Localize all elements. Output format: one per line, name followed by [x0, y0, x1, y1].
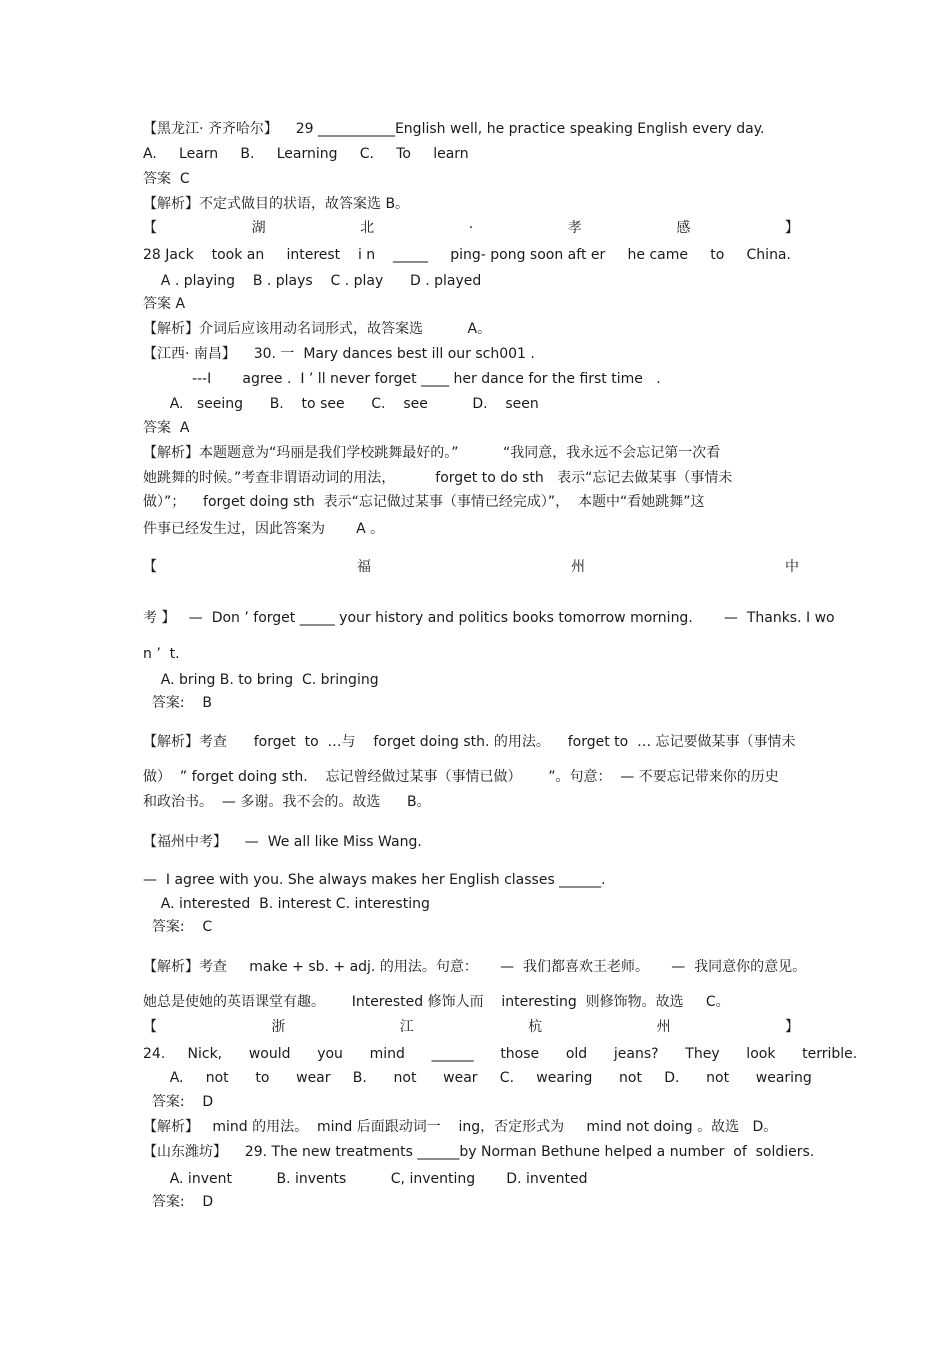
- analysis: 【解析】考查 make + sb. + adj. 的用法。句意： — 我们都喜欢王老师。 — 我同意你的意见。: [143, 959, 807, 975]
- analysis-continued: 件事已经发生过，因此答案为 A 。: [143, 521, 385, 537]
- analysis-continued: 和政治书。 — 多谢。我不会的。故选 B。: [143, 794, 431, 810]
- question-fuzhou: 考 】 — Don ’ forget _____ your history and politics books tomorrow morning. — Thanks. I wo: [143, 610, 835, 626]
- options: A. invent B. invents C, inventing D. invented: [143, 1171, 588, 1187]
- answer: 答案 A: [143, 420, 190, 436]
- analysis: 【解析】本题题意为“玛丽是我们学校跳舞最好的。” “我同意，我永远不会忘记第一次看: [143, 445, 721, 461]
- analysis-continued: 做）”； forget doing sth 表示“忘记做过某事（事情已经完成）”， 本题中“看她跳舞”这: [143, 494, 705, 510]
- answer: 答案: D: [143, 1194, 214, 1210]
- analysis-continued: 她总是使她的英语课堂有趣。 Interested 修饰人而 interesting 则修饰物。故选 C。: [143, 994, 730, 1010]
- answer: 答案 A: [143, 296, 186, 312]
- question-heilongjiang: 【黑龙江· 齐齐哈尔】 29 ___________English well, he practice speaking English every day.: [143, 121, 765, 137]
- analysis: 【解析】介词后应该用动名词形式，故答案选 A。: [143, 321, 492, 337]
- question-continued: — I agree with you. She always makes her English classes ______.: [143, 872, 606, 888]
- options: A. not to wear B. not wear C. wearing not D. not wearing: [143, 1070, 812, 1086]
- source-heading-fuzhou: 【 福 州 中: [143, 559, 799, 575]
- analysis-continued: 做） ” forget doing sth. 忘记曾经做过某事（事情已做） ”。句意： — 不要忘记带来你的历史: [143, 769, 779, 785]
- options: A. interested B. interest C. interesting: [143, 896, 430, 912]
- analysis: 【解析】不定式做目的状语，故答案选 B。: [143, 196, 410, 212]
- options: A. seeing B. to see C. see D. seen: [143, 396, 539, 412]
- answer: 答案: C: [143, 919, 213, 935]
- analysis: 【解析】考查 forget to …与 forget doing sth. 的用法。 forget to … 忘记要做某事（事情未: [143, 734, 796, 750]
- source-heading-zhejiang: 【 浙 江 杭 州 】: [143, 1019, 799, 1035]
- question-shandong: 【山东潍坊】 29. The new treatments ______by Norman Bethune helped a number of soldiers.: [143, 1144, 815, 1160]
- question-continued: n ’ t.: [143, 646, 180, 662]
- question-28: 28 Jack took an interest i n _____ ping- pong soon aft er he came to China.: [143, 247, 791, 263]
- options: A . playing B . plays C . play D . played: [143, 273, 482, 289]
- options: A. Learn B. Learning C. To learn: [143, 146, 469, 162]
- question-24: 24. Nick, would you mind ______ those old jeans? They look terrible.: [143, 1046, 858, 1062]
- question-fuzhou-2: 【福州中考】 — We all like Miss Wang.: [143, 834, 422, 850]
- answer: 答案: B: [143, 695, 213, 711]
- question-jiangxi: 【江西· 南昌】 30. 一 Mary dances best ill our sch001 .: [143, 346, 535, 362]
- question-continued: ---I agree . I ’ ll never forget ____ her dance for the first time .: [143, 371, 661, 387]
- source-heading-hubei: 【 湖 北 · 孝 感 】: [143, 220, 799, 236]
- answer: 答案: D: [143, 1094, 214, 1110]
- answer: 答案 C: [143, 171, 190, 187]
- analysis: 【解析】 mind 的用法。 mind 后面跟动词一 ing，否定形式为 mind not doing 。故选 D。: [143, 1119, 778, 1135]
- analysis-continued: 她跳舞的时候。”考查非谓语动词的用法， forget to do sth 表示“忘记去做某事（事情未: [143, 470, 733, 486]
- options: A. bring B. to bring C. bringing: [143, 672, 379, 688]
